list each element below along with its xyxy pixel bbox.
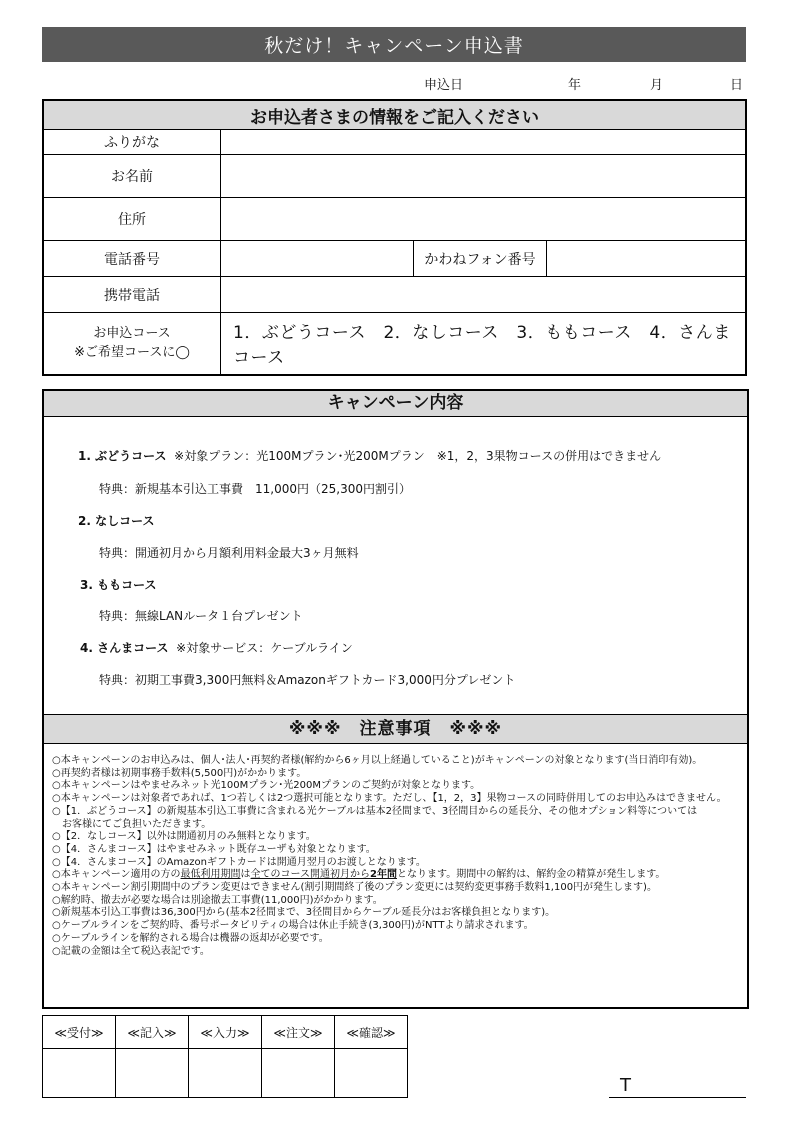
- address-label: 住所: [43, 198, 221, 241]
- stamp-header-ordered: ≪注文≫: [262, 1016, 335, 1049]
- name-field[interactable]: [221, 155, 747, 198]
- note-line: ○新規基本引込工事費は36,300円から(基本2径間まで、3径間目からケーブル延長分はお客様負担となります)。: [52, 907, 556, 919]
- stamp-box-input[interactable]: [189, 1049, 262, 1098]
- notes-heading: ※※※ 注意事項 ※※※: [44, 714, 747, 744]
- course-3-benefit: 特典：無線LANルータ１台プレゼント: [99, 609, 303, 623]
- t-mark: T: [620, 1075, 631, 1096]
- course-1-benefit: 特典：新規基本引込工事費 11,000円（25,300円割引）: [99, 482, 411, 496]
- course-2-benefit: 特典：開通初月から月額利用料金最大3ヶ月無料: [99, 546, 359, 560]
- note-line: ○記載の金額は全て税込表記です。: [52, 945, 210, 957]
- note-line: ○本キャンペーンは対象者であれば、1つ若しくは2つ選択可能となります。ただし、【1，2，3】果物コースの同時併用してのお申込みはできません。: [52, 793, 727, 805]
- stamp-box-confirmed[interactable]: [335, 1049, 408, 1098]
- course-4-title: 4. さんまコース: [80, 641, 169, 655]
- notes-list: [52, 755, 744, 958]
- kawane-phone-field[interactable]: [547, 241, 747, 277]
- applicant-info-table: [42, 99, 747, 376]
- course-3-title: 3. ももコース: [80, 578, 157, 592]
- stamp-header-received: ≪受付≫: [43, 1016, 116, 1049]
- campaign-section: [42, 389, 749, 1009]
- course-4-benefit: 特典：初期工事費3,300円無料＆Amazonギフトカード3,000円分プレゼント: [99, 673, 516, 687]
- kawane-phone-label: かわねフォン番号: [414, 241, 547, 277]
- stamp-header-entered: ≪記入≫: [116, 1016, 189, 1049]
- course-note: ※ご希望コースに◯: [74, 345, 190, 361]
- note-line: ○本キャンペーン割引期間中のプラン変更はできません(割引期間終了後のプラン変更には契約変更事務手数料1,100円が発生します)。: [52, 882, 657, 894]
- stamp-box-entered[interactable]: [116, 1049, 189, 1098]
- note-line: お客様にてご負担いただきます。: [52, 818, 212, 830]
- course-1-title-row: [78, 447, 661, 464]
- applicant-heading: お申込者さまの情報をご記入ください: [43, 100, 746, 130]
- office-stamp-table: [42, 1015, 408, 1098]
- stamp-box-received[interactable]: [43, 1049, 116, 1098]
- course-2-title-row: [78, 512, 155, 529]
- mobile-label: 携帯電話: [43, 277, 221, 313]
- address-field[interactable]: [221, 198, 747, 241]
- course-1-title: 1. ぶどうコース: [78, 449, 167, 463]
- date-month: 月: [650, 78, 664, 93]
- phone-label: 電話番号: [43, 241, 221, 277]
- note-line: ○ケーブルラインをご契約時、番号ポータビリティの場合は休止手続き(3,300円)がNTTより請求されます。: [52, 920, 534, 932]
- note-line-min-period: ○本キャンペーン適用の方の最低利用期間は全てのコース開通初月から2年間となります。期間中の解約は、解約金の精算が発生します。: [52, 869, 666, 881]
- course-4-note: ※対象サービス：ケーブルライン: [176, 641, 353, 655]
- t-underline: [609, 1097, 746, 1098]
- course-4-title-row: [80, 639, 353, 656]
- note-line: ○【4．さんまコース】はやませみネット既存ユーザも対象となります。: [52, 843, 376, 855]
- name-label: お名前: [43, 155, 221, 198]
- course-1-note: ※対象プラン：光100Mプラン･光200Mプラン ※1，2，3果物コースの併用はできません: [174, 449, 662, 463]
- phone-field[interactable]: [221, 241, 414, 277]
- furigana-label: ふりがな: [43, 130, 221, 155]
- mobile-field[interactable]: [221, 277, 747, 313]
- form-title: 秋だけ！キャンペーン申込書: [42, 27, 746, 62]
- date-label: 申込日: [424, 78, 464, 93]
- stamp-header-confirmed: ≪確認≫: [335, 1016, 408, 1049]
- note-line: ○【1．ぶどうコース】の新規基本引込工事費に含まれる光ケーブルは基本2径間まで、3径間目からの延長分、その他オプション料等については: [52, 805, 698, 817]
- note-line: ○本キャンペーンはやませみネット光100Mプラン･光200Mプランのご契約が対象となります。: [52, 780, 481, 792]
- note-line: ○再契約者様は初期事務手数料(5,500円)がかかります。: [52, 767, 307, 779]
- furigana-field[interactable]: [221, 130, 747, 155]
- course-3-title-row: [80, 576, 157, 593]
- stamp-header-input: ≪入力≫: [189, 1016, 262, 1049]
- note-line: ○【4．さんまコース】のAmazonギフトカードは開通月翌月のお渡しとなります。: [52, 856, 426, 868]
- course-label-cell: [43, 313, 221, 375]
- note-line: ○【2．なしコース】以外は開通初月のみ無料となります。: [52, 831, 316, 843]
- course-2-title: 2. なしコース: [78, 514, 155, 528]
- note-line: ○ケーブルラインを解約される場合は機器の返却が必要です。: [52, 932, 329, 944]
- note-line: ○本キャンペーンのお申込みは、個人･法人･再契約者様(解約から6ヶ月以上経過していること)がキャンペーンの対象となります(当日消印有効)。: [52, 755, 703, 766]
- stamp-box-ordered[interactable]: [262, 1049, 335, 1098]
- note-line: ○解約時、撤去が必要な場合は別途撤去工事費(11,000円)がかかります。: [52, 894, 383, 906]
- course-options[interactable]: 1．ぶどうコース 2．なしコース 3．ももコース 4．さんまコース: [221, 313, 747, 375]
- date-year: 年: [568, 78, 582, 93]
- date-day: 日: [730, 78, 744, 93]
- campaign-heading: キャンペーン内容: [44, 391, 747, 417]
- course-label: お申込コース: [93, 326, 171, 342]
